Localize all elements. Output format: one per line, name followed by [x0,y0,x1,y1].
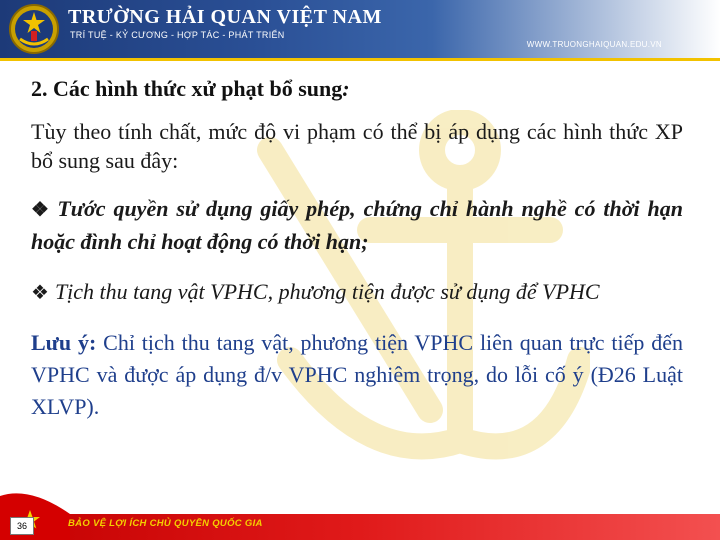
customs-emblem-icon [8,3,60,55]
legal-reference: (Đ26 Luật XLVP). [31,362,683,419]
page-number: 36 [10,517,34,535]
bullet-text: Tịch thu tang vật VPHC, phương tiện được sử dụng để VPHC [54,279,600,304]
section-heading [31,76,683,102]
note-paragraph [31,327,683,423]
note-label: Lưu ý: [31,330,97,355]
header-bar [0,0,720,58]
website-link[interactable]: WWW.TRUONGHAIQUAN.EDU.VN [526,40,662,49]
note-text: Chỉ tịch thu tang vật, phương tiện VPHC liên quan trực tiếp đến VPHC và được áp dụng đ/v VPHC nghiêm trọng, do lỗi cố ý [31,330,683,387]
list-item [31,193,683,258]
slide-content [31,70,683,423]
intro-paragraph: Tùy theo tính chất, mức độ vi phạm có thể bị áp dụng các hình thức XP bổ sung sau đây: [31,119,683,173]
heading-colon: : [342,76,350,101]
header-divider [0,58,720,61]
heading-text: 2. Các hình thức xử phạt bổ sung [31,76,343,101]
bullet-text: Tước quyền sử dụng giấy phép, chứng chỉ hành nghề có thời hạn hoặc đình chỉ hoạt động có thời hạn; [31,196,683,254]
list-item [31,276,683,309]
school-motto: TRÍ TUỆ - KỶ CƯƠNG - HỢP TÁC - PHÁT TRIỂN [70,30,285,40]
diamond-bullet-icon: ❖ [31,282,49,304]
diamond-bullet-icon: ❖ [31,199,52,221]
school-name: TRƯỜNG HẢI QUAN VIỆT NAM [68,6,382,28]
footer-slogan: BẢO VỆ LỢI ÍCH CHỦ QUYỀN QUỐC GIA [68,518,263,529]
